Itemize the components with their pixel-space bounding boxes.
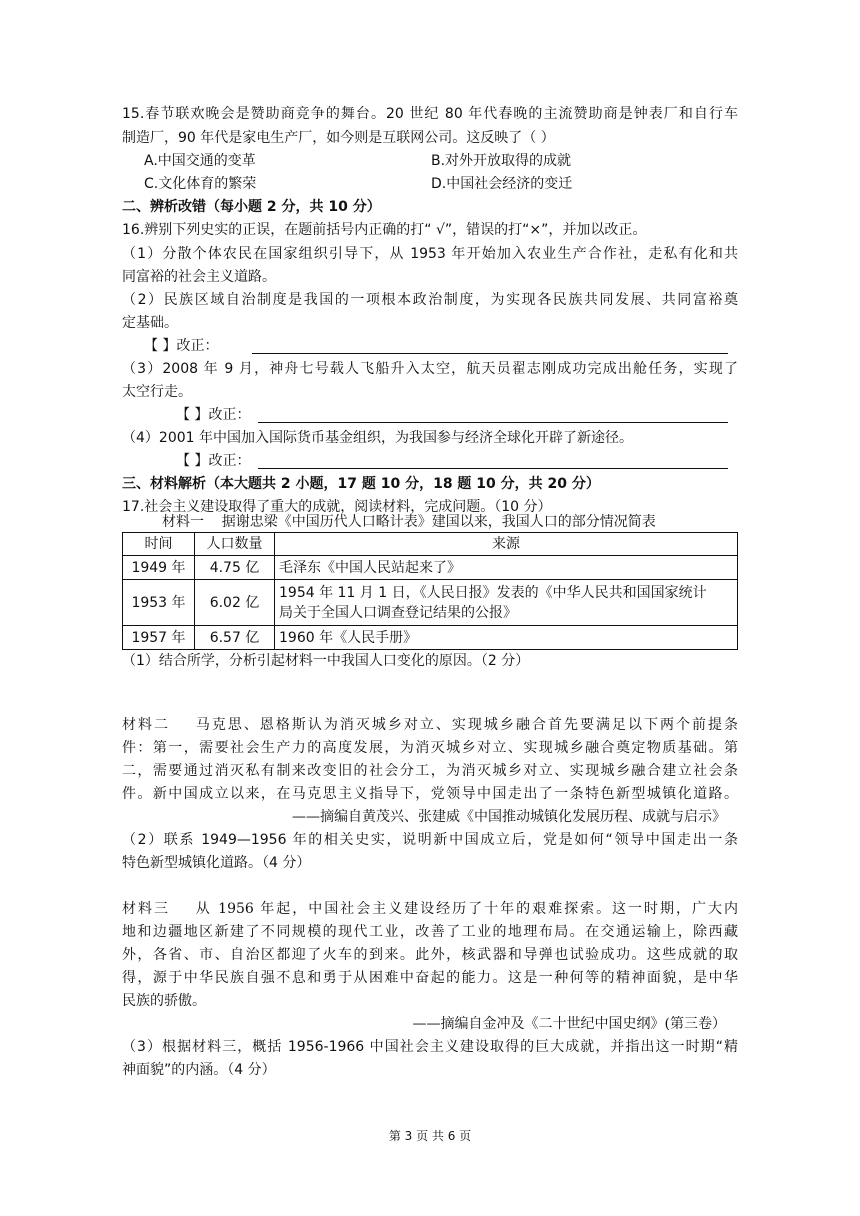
q16-item-3-line-2: 太空行走。 bbox=[122, 384, 192, 400]
table-cell-population: 6.57 亿 bbox=[195, 626, 275, 650]
q16-fix-label-3: 【 】改正： bbox=[176, 407, 251, 423]
population-table bbox=[122, 532, 738, 650]
table-cell-population: 4.75 亿 bbox=[195, 556, 275, 580]
q15-option-c: C.文化体育的繁荣 bbox=[144, 176, 257, 192]
answer-line[interactable] bbox=[258, 468, 728, 469]
table-cell-source-line-2: 局关于全国人口调查登记结果的公报》 bbox=[279, 604, 517, 621]
q17-instruction: 17.社会主义建设取得了重大的成就，阅读材料，完成问题。（10 分） bbox=[122, 499, 552, 515]
q16-item-1-line-2: 同富裕的社会主义道路。 bbox=[122, 269, 276, 285]
q16-instruction: 16.辨别下列史实的正误，在题前括号内正确的打“ √”，错误的打“×”，并加以改正。 bbox=[122, 222, 647, 238]
answer-line[interactable] bbox=[258, 422, 728, 423]
table-cell-source: 1960 年《人民手册》 bbox=[275, 626, 738, 650]
q16-item-2-line-1: （2）民族区域自治制度是我国的一项根本政治制度，为实现各民族共同发展、共同富裕奠 bbox=[122, 292, 738, 308]
table-cell-source: 毛泽东《中国人民站起来了》 bbox=[275, 556, 738, 580]
answer-line[interactable] bbox=[252, 353, 728, 354]
table-cell-source bbox=[275, 580, 738, 626]
material-1-title: 材料一 据谢忠梁《中国历代人口略计表》建国以来，我国人口的部分情况简表 bbox=[162, 514, 656, 530]
sub-question-3-line-2: 神面貌”的内涵。（4 分） bbox=[122, 1062, 276, 1078]
table-header-cell: 人口数量 bbox=[195, 533, 275, 556]
material-3-line-4: 得，源于中华民族自强不息和勇于从困难中奋起的能力。这是一种何等的精神面貌，是中华 bbox=[122, 970, 738, 986]
q16-item-3-line-1: （3）2008 年 9 月，神舟七号载人飞船升入太空，航天员翟志刚成功完成出舱任务，实现了 bbox=[122, 361, 738, 377]
material-2-line-4: 件。新中国成立以来，在马克思主义指导下，党领导中国走出了一条特色新型城镇化道路。 bbox=[122, 786, 738, 802]
material-3-line-2: 地和边疆地区新建了不同规模的现代工业，改善了工业的地理布局。在交通运输上，除西藏 bbox=[122, 924, 738, 940]
q16-item-2-line-2: 定基础。 bbox=[122, 315, 178, 331]
sub-question-1: （1）结合所学，分析引起材料一中我国人口变化的原因。（2 分） bbox=[122, 653, 530, 669]
table-row bbox=[123, 580, 738, 626]
q16-item-1-line-1: （1）分散个体农民在国家组织引导下，从 1953 年开始加入农业生产合作社，走私有化和共 bbox=[122, 246, 738, 262]
material-3-source: ——摘编自金冲及《二十世纪中国史纲》(第三卷） bbox=[412, 1016, 726, 1032]
table-cell-source-line-1: 1954 年 11 月 1 日，《人民日报》发表的《中华人民共和国国家统计 bbox=[279, 584, 707, 601]
section-2-heading: 二、辨析改错（每小题 2 分，共 10 分） bbox=[122, 199, 381, 215]
q15-line-2: 制造厂，90 年代是家电生产厂，如今则是互联网公司。这反映了（ ） bbox=[122, 130, 555, 146]
material-2-source: ——摘编自黄茂兴、张建威《中国推动城镇化发展历程、成就与启示》 bbox=[292, 809, 726, 825]
q15-line-1: 15.春节联欢晚会是赞助商竞争的舞台。20 世纪 80 年代春晚的主流赞助商是钟表厂和自行车 bbox=[122, 106, 738, 122]
table-header-row bbox=[123, 533, 738, 556]
q16-item-4: （4）2001 年中国加入国际货币基金组织，为我国参与经济全球化开辟了新途径。 bbox=[122, 430, 633, 446]
material-3-line-3: 外，各省、市、自治区都迎了火车的到来。此外，核武器和导弹也试验成功。这些成就的取 bbox=[122, 947, 738, 963]
table-cell-year: 1953 年 bbox=[123, 580, 195, 626]
table-row bbox=[123, 626, 738, 650]
table-cell-population: 6.02 亿 bbox=[195, 580, 275, 626]
sub-question-2-line-2: 特色新型城镇化道路。（4 分） bbox=[122, 855, 311, 871]
material-2-line-2: 件：第一，需要社会生产力的高度发展，为消灭城乡对立、实现城乡融合奠定物质基础。第 bbox=[122, 740, 738, 756]
table-cell-year: 1949 年 bbox=[123, 556, 195, 580]
sub-question-3-line-1: （3）根据材料三，概括 1956-1966 中国社会主义建设取得的巨大成就，并指出这一时期“精 bbox=[122, 1039, 738, 1055]
material-2-line-3: 二，需要通过消灭私有制来改变旧的社会分工，为消灭城乡对立、实现城乡融合建立社会条 bbox=[122, 763, 738, 779]
page-number: 第 3 页 共 6 页 bbox=[388, 1129, 472, 1143]
q16-fix-label-4: 【 】改正： bbox=[176, 453, 251, 469]
q16-fix-label-2: 【 】改正： bbox=[144, 338, 219, 354]
material-2-line-1: 材料二 马克思、恩格斯认为消灭城乡对立、实现城乡融合首先要满足以下两个前提条 bbox=[122, 717, 738, 733]
table-row bbox=[123, 556, 738, 580]
table-cell-year: 1957 年 bbox=[123, 626, 195, 650]
material-3-line-1: 材料三 从 1956 年起，中国社会主义建设经历了十年的艰难探索。这一时期，广大内 bbox=[122, 901, 738, 917]
material-3-line-5: 民族的骄傲。 bbox=[122, 993, 206, 1009]
sub-question-2-line-1: （2）联系 1949—1956 年的相关史实，说明新中国成立后，党是如何“领导中国走出一条 bbox=[122, 832, 738, 848]
table-header-cell: 来源 bbox=[275, 533, 738, 556]
table-header-cell: 时间 bbox=[123, 533, 195, 556]
section-3-heading: 三、材料解析（本大题共 2 小题，17 题 10 分，18 题 10 分，共 20 分） bbox=[122, 476, 600, 492]
q15-option-a: A.中国交通的变革 bbox=[144, 153, 256, 169]
q15-option-b: B.对外开放取得的成就 bbox=[431, 153, 572, 169]
q15-option-d: D.中国社会经济的变迁 bbox=[431, 176, 573, 192]
